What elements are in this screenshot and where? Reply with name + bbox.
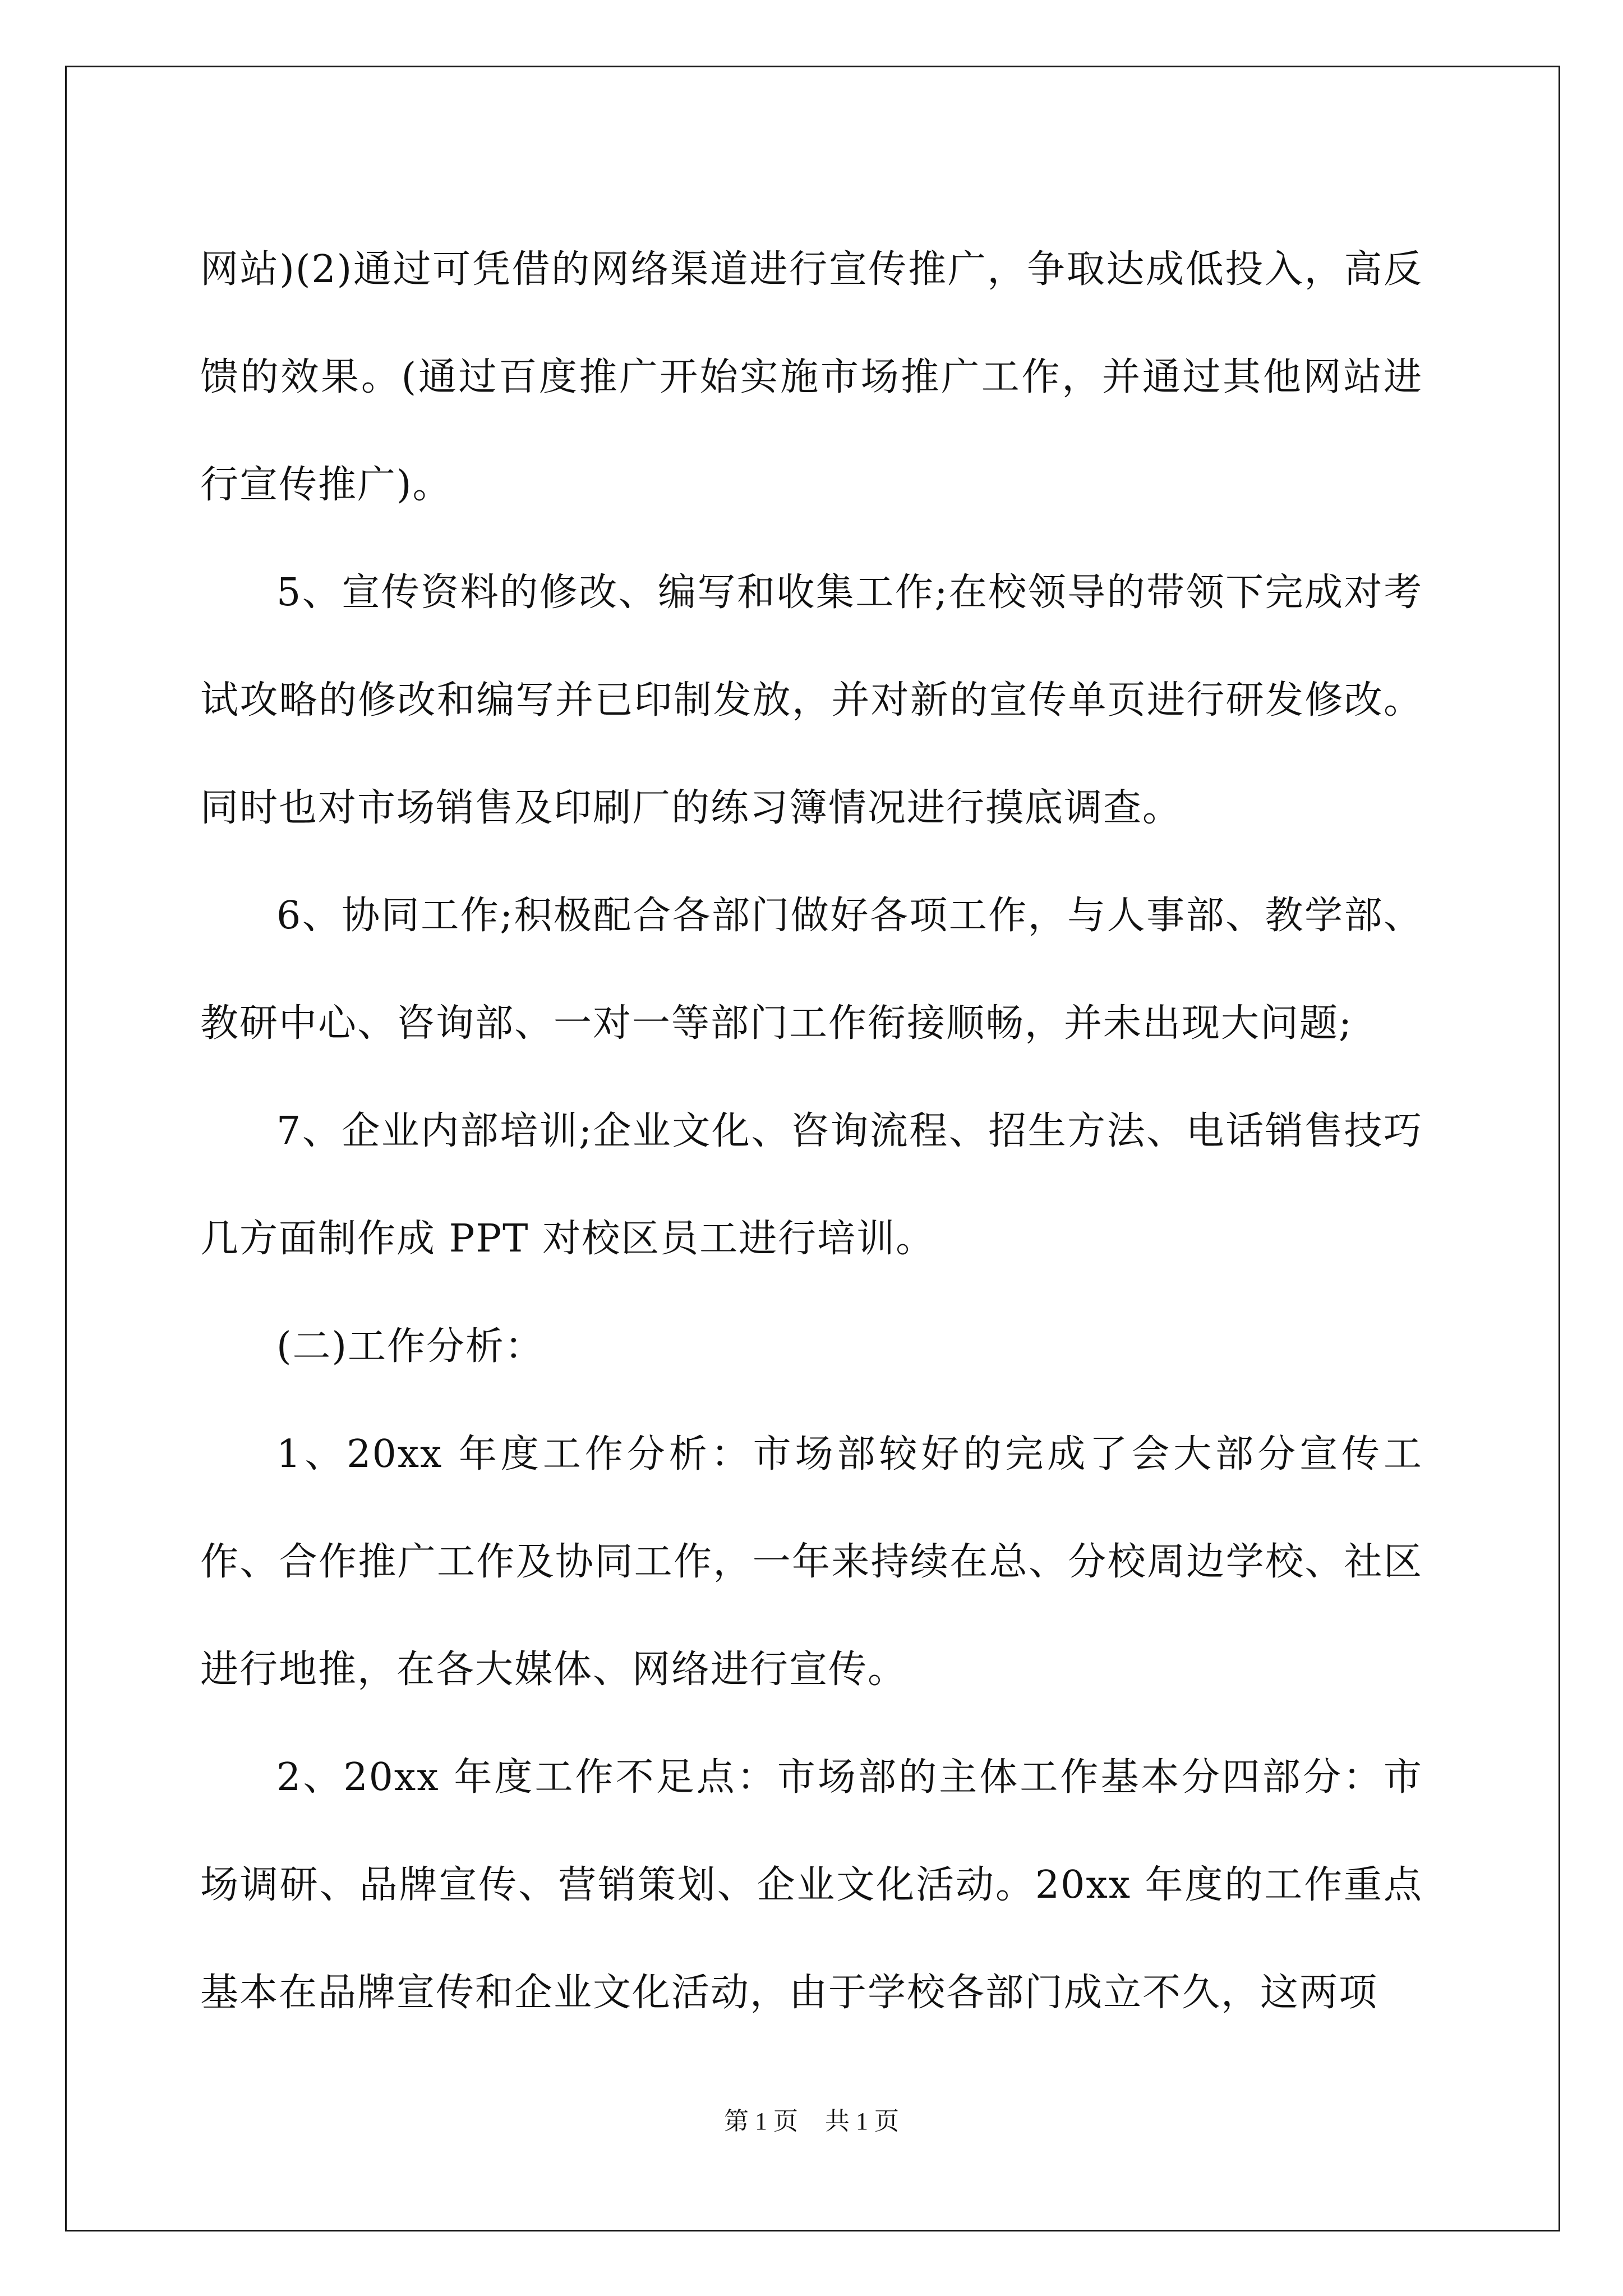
page-total: 共 1 页 (825, 2108, 899, 2135)
page-footer (0, 2101, 1623, 2137)
paragraph-5: (二)工作分析： (276, 1324, 545, 1369)
paragraph-3: 6、协同工作;积极配合各部门做好各项工作，与人事部、教学部、教研中心、咨询部、一对一等部门工作衔接顺畅，并未出现大问题; (200, 894, 1423, 1046)
paragraph-2: 5、宣传资料的修改、编写和收集工作;在校领导的带领下完成对考试攻略的修改和编写并已印制发放，并对新的宣传单页进行研发修改。同时也对市场销售及印刷厂的练习簿情况进行摸底调查。 (200, 570, 1423, 830)
page-number: 第 1 页 (724, 2108, 798, 2135)
document-body (200, 216, 1423, 2047)
paragraph-7: 2、20xx 年度工作不足点：市场部的主体工作基本分四部分：市场调研、品牌宣传、营销策划、企业文化活动。20xx 年度的工作重点基本在品牌宣传和企业文化活动，由于学校各部门成立不久，这两项 (200, 1755, 1423, 2015)
paragraph-4: 7、企业内部培训;企业文化、咨询流程、招生方法、电话销售技巧几方面制作成 PPT 对校区员工进行培训。 (200, 1109, 1423, 1261)
paragraph-1: 网站)(2)通过可凭借的网络渠道进行宣传推广，争取达成低投入，高反馈的效果。(通过百度推广开始实施市场推广工作，并通过其他网站进行宣传推广)。 (200, 247, 1423, 507)
paragraph-6: 1、20xx 年度工作分析：市场部较好的完成了会大部分宣传工作、合作推广工作及协同工作，一年来持续在总、分校周边学校、社区进行地推，在各大媒体、网络进行宣传。 (200, 1432, 1423, 1692)
